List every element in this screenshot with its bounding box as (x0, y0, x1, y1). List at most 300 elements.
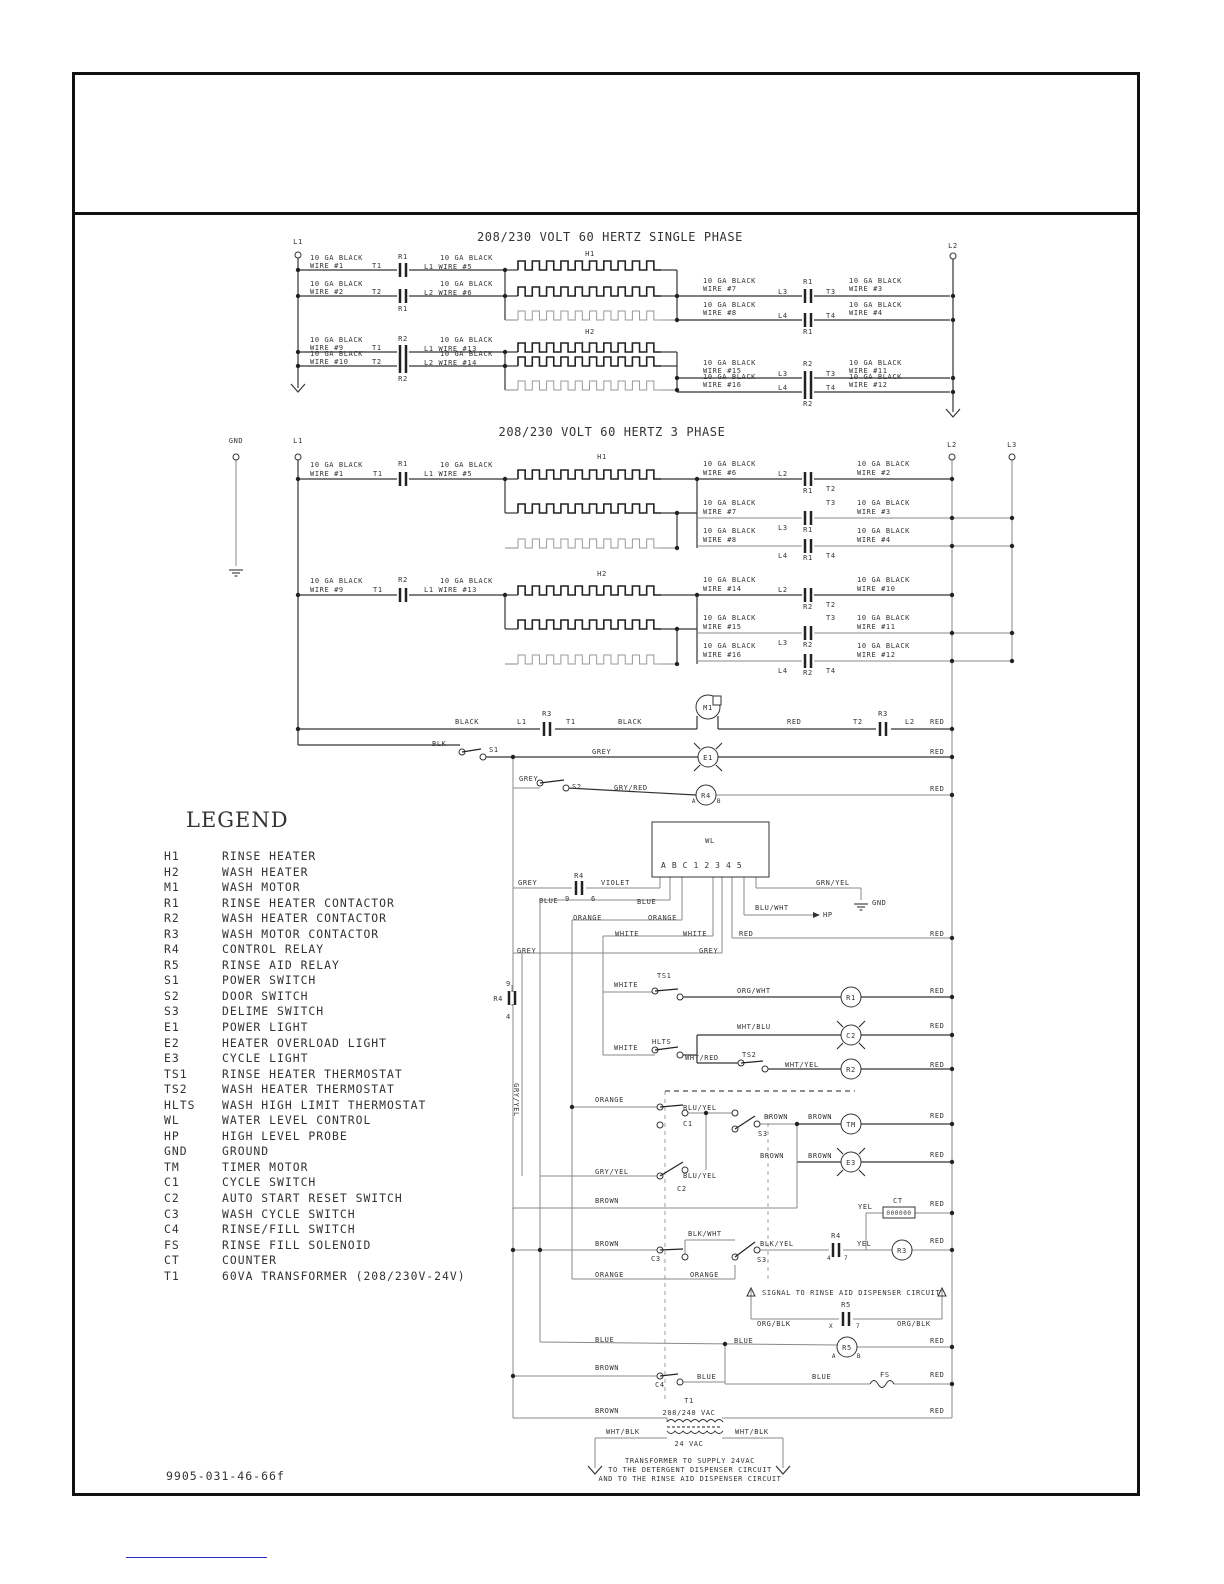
legend-item (164, 1175, 466, 1191)
heater-element (518, 620, 661, 629)
diagram-label: 10 GA BLACK (703, 527, 756, 535)
water-level-label: WL (705, 837, 715, 845)
diagram-label: T3 (826, 614, 836, 622)
diagram-label: T4 (826, 552, 836, 560)
diagram-label: B (856, 1353, 862, 1360)
diagram-label: WHT/BLK (735, 1428, 769, 1436)
diagram-label: X (829, 1323, 834, 1330)
diagram-label: WIRE #15 (703, 623, 742, 631)
diagram-label: RED (787, 718, 802, 726)
heater-element (518, 655, 661, 664)
diagram-label: L1 WIRE #13 (424, 345, 477, 353)
legend-description: HEATER OVERLOAD LIGHT (222, 1035, 388, 1050)
footer-link-line (126, 1557, 267, 1558)
diagram-label: ORANGE (573, 914, 602, 922)
vertical-label: GRY/YEL (512, 1083, 520, 1117)
junction-dot (951, 390, 955, 394)
junction-dot (950, 793, 954, 797)
terminal (682, 1254, 688, 1260)
diagram-label: R1 (803, 487, 813, 495)
diagram-label: GREY (699, 947, 719, 955)
heater-element (518, 343, 661, 352)
heater-label: H2 (585, 328, 595, 336)
diagram-label: WIRE #9 (310, 344, 344, 352)
terminal (950, 253, 956, 259)
diagram-label: T1 (566, 718, 576, 726)
diagram-label: BLUE (595, 1336, 615, 1344)
heater-element (518, 357, 661, 366)
legend-item (164, 896, 466, 912)
load-label: R5 (842, 1344, 852, 1352)
diagram-label: YEL (857, 1240, 872, 1248)
legend-item (164, 1067, 466, 1083)
diagram-label: 10 GA BLACK (440, 350, 493, 358)
diagram-label: RED (930, 1112, 945, 1120)
diagram-label: WIRE #11 (849, 367, 888, 375)
terminal (677, 1379, 683, 1385)
diagram-label: BLU/YEL (683, 1172, 717, 1180)
legend-description: WASH HEATER CONTACTOR (222, 911, 388, 926)
diagram-label: 9 (506, 980, 511, 988)
diagram-label: RED (930, 748, 945, 756)
diagram-label: BLK/WHT (688, 1230, 722, 1238)
junction-dot (951, 294, 955, 298)
legend-item (164, 1269, 466, 1285)
diagram-label: L1 WIRE #13 (424, 586, 477, 594)
switch-blade (655, 989, 678, 991)
legend-description: CYCLE SWITCH (222, 1175, 317, 1190)
diagram-label: WIRE #8 (703, 309, 737, 317)
diagram-label: GRY/RED (614, 784, 648, 792)
diagram-label: R2 (803, 603, 813, 611)
diagram-label: WIRE #12 (857, 651, 896, 659)
junction-dot (951, 318, 955, 322)
diagram-label: T4 (826, 312, 836, 320)
diagram-label: RED (930, 785, 945, 793)
diagram-label: R1 (398, 460, 408, 468)
legend-code: TM (164, 1159, 180, 1174)
lamp-ray (859, 1021, 865, 1027)
heater-label: H2 (597, 570, 607, 578)
legend-description: GROUND (222, 1144, 270, 1159)
junction-dot (695, 477, 699, 481)
diagram-label: WHITE (614, 1044, 639, 1052)
load-label: R2 (846, 1066, 856, 1074)
legend-item (164, 1160, 466, 1176)
junction-dot (675, 376, 679, 380)
legend-code: S1 (164, 973, 180, 988)
diagram-label: T1 (372, 344, 382, 352)
lamp-ray (837, 1021, 843, 1027)
diagram-label: BLUE (637, 898, 657, 906)
diagram-label: 10 GA BLACK (703, 373, 756, 381)
diagram-label: 208/240 VAC (662, 1409, 716, 1417)
load-label: TM (846, 1121, 856, 1129)
diagram-label: C4 (655, 1381, 665, 1389)
diagram-label: BLK/YEL (760, 1240, 794, 1248)
diagram-label: 10 GA BLACK (703, 359, 756, 367)
terminal (754, 1121, 760, 1127)
terminal (563, 785, 569, 791)
diagram-label: S1 (489, 746, 499, 754)
diagram-label: RED (930, 1237, 945, 1245)
junction-dot (950, 1067, 954, 1071)
diagram-label: R1 (803, 328, 813, 336)
diagram-label: R5 (841, 1301, 851, 1309)
single-phase-title: 208/230 VOLT 60 HERTZ SINGLE PHASE (476, 230, 744, 244)
legend-code: S2 (164, 988, 180, 1003)
legend-description: CYCLE LIGHT (222, 1051, 309, 1066)
legend-description: WASH CYCLE SWITCH (222, 1206, 356, 1221)
terminal-label: L1 (293, 437, 303, 445)
diagram-label: GREY (518, 879, 538, 887)
diagram-label: L2 (778, 586, 788, 594)
switch-blade (660, 1162, 683, 1176)
switch-blade (660, 1249, 683, 1250)
junction-dot (503, 477, 507, 481)
diagram-label: T1 (373, 470, 383, 478)
legend-description: RINSE FILL SOLENOID (222, 1237, 372, 1252)
diagram-label: L3 (778, 639, 788, 647)
diagram-label: BLUE (539, 897, 559, 905)
diagram-label: 10 GA BLACK (703, 642, 756, 650)
legend-code: R1 (164, 895, 180, 910)
diagram-label: ORANGE (595, 1271, 624, 1279)
diagram-label: T2 (372, 288, 382, 296)
diagram-label: 4 (827, 1255, 832, 1262)
diagram-label: VIOLET (601, 879, 630, 887)
legend-code: T1 (164, 1268, 180, 1283)
junction-dot (950, 516, 954, 520)
heater-label: H1 (585, 250, 595, 258)
diagram-label: RED (930, 1151, 945, 1159)
diagram-label: BLACK (618, 718, 643, 726)
legend-description: WASH MOTOR (222, 880, 301, 895)
diagram-label: RED (930, 718, 945, 726)
diagram-label: FS (880, 1371, 890, 1379)
legend-item (164, 958, 466, 974)
terminal-label: L3 (1007, 441, 1017, 449)
diagram-label: L3 (778, 524, 788, 532)
lamp-ray (837, 1170, 843, 1176)
probe-arrow (813, 912, 820, 918)
diagram-label: WHT/BLU (737, 1023, 771, 1031)
diagram-label: WHITE (683, 930, 708, 938)
junction-dot (296, 364, 300, 368)
diagram-label: T3 (826, 370, 836, 378)
lamp-ray (859, 1148, 865, 1154)
switch-blade (540, 780, 564, 783)
diagram-label: ORANGE (595, 1096, 624, 1104)
legend-item (164, 942, 466, 958)
diagram-label: GREY (519, 775, 539, 783)
diagram-label: 10 GA BLACK (849, 301, 902, 309)
diagram-label: 10 GA BLACK (857, 642, 910, 650)
junction-dot (950, 1382, 954, 1386)
terminal (677, 994, 683, 1000)
junction-dot (950, 1345, 954, 1349)
legend-description: RINSE HEATER (222, 849, 317, 863)
legend-description: WASH HEATER THERMOSTAT (222, 1082, 395, 1097)
diagram-label: GRN/YEL (816, 879, 850, 887)
junction-dot (511, 1248, 515, 1252)
diagram-label: T1 (684, 1397, 694, 1405)
junction-dot (503, 294, 507, 298)
diagram-label: R4 (831, 1232, 841, 1240)
legend-code: TS1 (164, 1066, 188, 1081)
diagram-label: ORG/WHT (737, 987, 771, 995)
legend-description: WATER LEVEL CONTROL (222, 1113, 372, 1128)
diagram-label: 10 GA BLACK (849, 373, 902, 381)
diagram-label: GND (872, 899, 887, 907)
diagram-label: BLUE (697, 1373, 717, 1381)
legend-item (164, 1207, 466, 1223)
heater-element (518, 381, 661, 390)
legend-code: CT (164, 1253, 180, 1268)
junction-dot (296, 268, 300, 272)
diagram-label: S2 (572, 783, 582, 791)
junction-dot (503, 268, 507, 272)
diagram-label: HLTS (652, 1038, 672, 1046)
junction-dot (950, 1033, 954, 1037)
junction-dot (695, 593, 699, 597)
diagram-label: WIRE #10 (857, 585, 896, 593)
diagram-label: GRY/YEL (595, 1168, 629, 1176)
diagram-label: BROWN (808, 1152, 833, 1160)
junction-dot (675, 662, 679, 666)
terminal (677, 1052, 683, 1058)
heater-label: H1 (597, 453, 607, 461)
junction-dot (950, 477, 954, 481)
legend-item (164, 1036, 466, 1052)
diagram-label: L2 WIRE #14 (424, 359, 477, 367)
legend-description: RINSE HEATER THERMOSTAT (222, 1066, 403, 1081)
diagram-label: WIRE #10 (310, 358, 349, 366)
load-label: R1 (846, 994, 856, 1002)
legend-description: POWER SWITCH (222, 973, 317, 988)
junction-dot (675, 388, 679, 392)
diagram-label: T2 (826, 485, 836, 493)
diagram-label: R1 (803, 278, 813, 286)
diagram-label: L1 (517, 718, 527, 726)
legend-item (164, 1020, 466, 1036)
diagram-label: ORG/BLK (757, 1320, 791, 1328)
wire (540, 1342, 837, 1345)
diagram-label: L4 (778, 552, 788, 560)
diagram-label: RED (930, 1407, 945, 1415)
lamp-ray (837, 1148, 843, 1154)
diagram-label: WIRE #15 (703, 367, 742, 375)
diagram-label: WIRE #4 (857, 536, 891, 544)
junction-dot (570, 1105, 574, 1109)
legend-title: LEGEND (186, 808, 289, 832)
diagram-label: R3 (542, 710, 552, 718)
diagram-label: B (716, 798, 722, 805)
junction-dot (950, 659, 954, 663)
heater-element (518, 261, 661, 270)
diagram-label: CT (893, 1197, 903, 1205)
junction-dot (511, 755, 515, 759)
heater-element (518, 311, 661, 320)
diagram-label: RED (930, 930, 945, 938)
load-label: C2 (846, 1032, 856, 1040)
junction-dot (723, 1342, 727, 1346)
diagram-label: 10 GA BLACK (310, 461, 363, 469)
diagram-label: TS2 (742, 1051, 757, 1059)
junction-dot (950, 936, 954, 940)
diagram-label: 10 GA BLACK (310, 350, 363, 358)
diagram-label: R2 (803, 669, 813, 677)
diagram-label: YEL (858, 1203, 873, 1211)
legend-description: DOOR SWITCH (222, 988, 309, 1003)
load-label: R4 (701, 792, 711, 800)
diagram-label: RED (930, 1337, 945, 1345)
legend-item (164, 1222, 466, 1238)
junction-dot (795, 1122, 799, 1126)
terminal (732, 1110, 738, 1116)
junction-dot (538, 1248, 542, 1252)
junction-dot (950, 755, 954, 759)
legend-code: C4 (164, 1222, 180, 1237)
diagram-label: WIRE #3 (857, 508, 891, 516)
diagram-label: L4 (778, 667, 788, 675)
legend-item (164, 1129, 466, 1145)
diagram-label: 10 GA BLACK (857, 576, 910, 584)
heater-element (518, 470, 661, 479)
diagram-label: WIRE #7 (703, 285, 737, 293)
diagram-label: WIRE #2 (310, 288, 344, 296)
diagram-label: S3 (757, 1256, 767, 1264)
diagram-label: T2 (853, 718, 863, 726)
diagram-label: WIRE #9 (310, 586, 344, 594)
diagram-label: BROWN (595, 1407, 620, 1415)
diagram-label: 10 GA BLACK (857, 614, 910, 622)
legend-item (164, 1253, 466, 1269)
switch-blade (655, 1047, 678, 1050)
diagram-label: WIRE #6 (703, 469, 737, 477)
diagram-label: ORANGE (690, 1271, 719, 1279)
diagram-label: BROWN (595, 1364, 620, 1372)
transformer-primary (667, 1420, 723, 1423)
lamp-ray (859, 1043, 865, 1049)
diagram-label: 10 GA BLACK (310, 336, 363, 344)
legend-item (164, 865, 466, 881)
load-label: R3 (897, 1247, 907, 1255)
legend-list (164, 849, 466, 1284)
junction-dot (1010, 659, 1014, 663)
legend-description: COUNTER (222, 1253, 278, 1268)
diagram-label: R2 (803, 400, 813, 408)
legend-item (164, 927, 466, 943)
junction-dot (1010, 544, 1014, 548)
junction-dot (950, 1248, 954, 1252)
junction-dot (675, 546, 679, 550)
diagram-label: BLUE (734, 1337, 754, 1345)
diagram-label: BROWN (595, 1197, 620, 1205)
diagram-label: TS1 (657, 972, 672, 980)
junction-dot (950, 1211, 954, 1215)
transformer-secondary (667, 1431, 723, 1434)
diagram-label: L3 (778, 288, 788, 296)
terminal (1009, 454, 1015, 460)
diagram-label: 7 (856, 1323, 861, 1330)
diagram-label: WIRE #14 (703, 585, 742, 593)
transformer-note: TO THE DETERGENT DISPENSER CIRCUIT (608, 1466, 772, 1474)
diagram-label: 10 GA BLACK (310, 254, 363, 262)
terminal (233, 454, 239, 460)
diagram-label: BLU/YEL (683, 1104, 717, 1112)
diagram-label: R1 (803, 526, 813, 534)
diagram-label: T2 (372, 358, 382, 366)
legend-item (164, 1113, 466, 1129)
terminal (295, 252, 301, 258)
diagram-label: R1 (803, 554, 813, 562)
diagram-label: RED (930, 1371, 945, 1379)
legend-description: TIMER MOTOR (222, 1159, 309, 1174)
diagram-label: C2 (677, 1185, 687, 1193)
junction-dot (950, 1122, 954, 1126)
legend-code: S3 (164, 1004, 180, 1019)
diagram-label: BROWN (595, 1240, 620, 1248)
junction-dot (503, 350, 507, 354)
legend-item (164, 989, 466, 1005)
diagram-label: L2 (905, 718, 915, 726)
legend-code: R4 (164, 942, 180, 957)
lamp-ray (837, 1043, 843, 1049)
diagram-label: L1 WIRE #5 (424, 263, 473, 271)
junction-dot (511, 1374, 515, 1378)
diagram-label: RED (930, 1022, 945, 1030)
junction-dot (950, 1160, 954, 1164)
diagram-label: WIRE #16 (703, 381, 742, 389)
diagram-label: WIRE #16 (703, 651, 742, 659)
terminal-label: L2 (947, 441, 957, 449)
legend-item (164, 1082, 466, 1098)
diagram-label: WIRE #1 (310, 470, 344, 478)
diagram-label: L1 WIRE #5 (424, 470, 473, 478)
legend-code: R2 (164, 911, 180, 926)
diagram-label: RED (930, 1061, 945, 1069)
diagram-label: BLU/WHT (755, 904, 789, 912)
diagram-label: S3 (758, 1130, 768, 1138)
diagram-label: T4 (826, 667, 836, 675)
diagram-label: 10 GA BLACK (849, 277, 902, 285)
legend-code: H2 (164, 864, 180, 879)
diagram-label: BLUE (812, 1373, 832, 1381)
diagram-label: 10 GA BLACK (703, 576, 756, 584)
junction-dot (951, 376, 955, 380)
diagram-label: 7 (844, 1255, 849, 1262)
diagram-label: ORANGE (648, 914, 677, 922)
diagram-label: T2 (826, 601, 836, 609)
legend-code: HLTS (164, 1097, 196, 1112)
diagram-label: WIRE #8 (703, 536, 737, 544)
terminal-label: L1 (293, 238, 303, 246)
diagram-label: 10 GA BLACK (857, 499, 910, 507)
terminal (480, 754, 486, 760)
junction-dot (296, 593, 300, 597)
diagram-label: R2 (398, 576, 408, 584)
diagram-label: 10 GA BLACK (703, 277, 756, 285)
diagram-label: WHT/BLK (606, 1428, 640, 1436)
legend-item (164, 1004, 466, 1020)
diagram-label: 10 GA BLACK (703, 499, 756, 507)
terminal (657, 1122, 663, 1128)
diagram-label: 10 GA BLACK (310, 280, 363, 288)
counter-digits: 000000 (886, 1210, 912, 1217)
diagram-label: 4 (506, 1013, 511, 1021)
diagram-label: 10 GA BLACK (440, 254, 493, 262)
